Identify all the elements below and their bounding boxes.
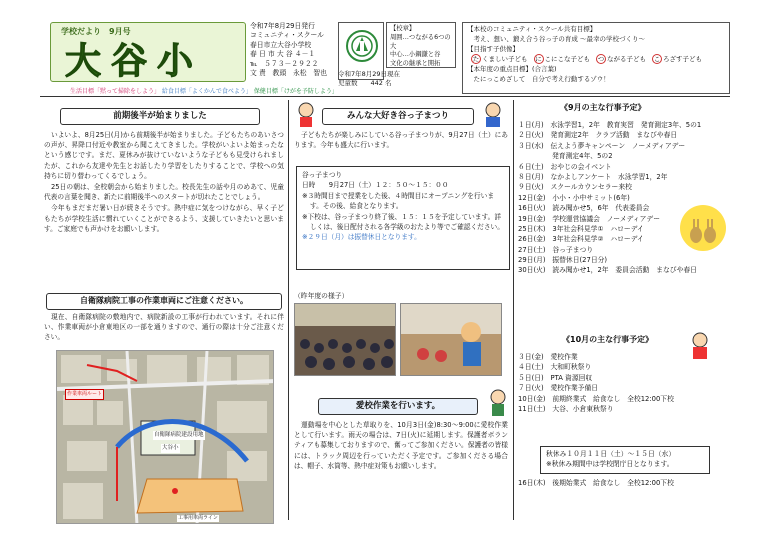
rabbit-icon [680, 205, 726, 251]
ideal-child-list [467, 54, 725, 65]
cs-goal-heading: 【本校のコミュニティ・スクール共有目標】 [467, 25, 597, 33]
monthly-goals [70, 88, 338, 96]
schedule-row: 16日(火) 読み聞かせ5，6年 代表委員会 [518, 204, 650, 213]
paragraph: 現在、自衛隊病院の敷地内で、病院新設の工事が行われています。それに伴い、作業車両が小倉東地区の一部を通りますので、通行の際は十分ご注意ください。 [44, 313, 284, 342]
ideal-child-text: くましい子ども [482, 55, 528, 64]
ideal-child-text: ろざす子ども [663, 55, 702, 64]
paragraph: 今年もまだまだ暑い日が続きそうです。熱中症に気をつけながら、早く子どもたちが学校生活に慣れていくことができるよう、支援していきたいと思います。ご家庭でも声かけをお願いします。 [44, 204, 284, 233]
emblem-desc-line: 文化の継承と開拓 [390, 60, 441, 68]
festival-details-box [296, 166, 510, 270]
section-heading-term-start: 前期後半が始まりました [60, 108, 260, 125]
section-body-cleanup [294, 420, 508, 472]
ideal-child-item [652, 55, 702, 63]
life-goal: 生活目標「黙って掃除をしよう」 [70, 88, 162, 95]
school-info-line: ℡ ５７３－２９２２ [250, 59, 319, 68]
initial-circle: に [535, 55, 542, 64]
paragraph: 運動場を中心とした草取りを、10月3日(金)8:30～9:00に愛校作業として行います。雨天の場合は、7日(火)に延期します。保護者ボランティアも募集しておりますので、奮ってご参加ください。保護者の皆様には、トラック周辺を行っていただく予定です。ご参加くださる場合は、帽子、水筒等、熱中症対策もお願いします。 [294, 421, 508, 470]
sept-schedule-heading: 《9月の主な行事予定》 [560, 103, 646, 112]
map-label-route: 作業車両ルート [65, 389, 104, 400]
section-body-construction [44, 312, 284, 344]
autumn-break-box [540, 446, 710, 474]
schedule-row: 27日(土) 谷っ子まつり [518, 245, 594, 254]
schedule-row: 29日(月) 振替休日(27日分) [518, 256, 608, 265]
ideal-child-heading: 【目指す子供像】 [467, 44, 519, 53]
schedule-row: ２日(火) 発育測定2年 クラブ活動 まなびや春日 [518, 131, 678, 140]
initial-circle: こ [653, 55, 661, 64]
festival-kid-icon [292, 100, 320, 130]
festival-detail-line: 谷っ子まつり [302, 171, 343, 179]
newsletter-title-box [50, 22, 246, 82]
schedule-row: ５日(日) PTA 資源回収 [518, 373, 593, 382]
schedule-row: ７日(火) 愛校作業予備日 [518, 384, 599, 393]
schedule-row: 11日(土) 大谷、小倉東秋祭り [518, 404, 614, 413]
school-info-line: 春日市立大谷小学校 [250, 40, 312, 49]
column-divider [513, 100, 514, 520]
emblem-desc-line: 【校章】 [390, 25, 416, 32]
schedule-row: １日(月) 水泳学習1，2年 教育実習 発育測定3年、5の1 [518, 121, 702, 129]
school-info-line: 令和7年8月29日発行 [250, 22, 315, 30]
ideal-child-item [534, 55, 591, 63]
school-goals-box [462, 22, 730, 94]
emblem-desc-line: 周囲…つながる6つの大 [390, 33, 451, 50]
festival-drum-icon [478, 100, 508, 130]
schedule-row: ９日(火) スクールカウンセラー来校 [518, 183, 632, 192]
ideal-child-item [471, 55, 528, 63]
health-goal: 保健目標「けがを予防しよう」 [253, 88, 338, 95]
newsletter-subtitle: 学校だより 9月号 [61, 27, 131, 36]
photos-caption: （昨年度の様子） [294, 292, 349, 300]
column-divider [288, 100, 289, 520]
paragraph: 子どもたちが楽しみにしている谷っ子まつりが、9月27日（土）にあります。今年も盛大に行います。 [294, 131, 508, 150]
festival-photos [294, 303, 502, 376]
newsletter-title: 大谷小 [65, 40, 204, 82]
schedule-row: ３日(金) 愛校作業 [518, 353, 578, 361]
map-label-hospital: 自衛隊病院建設用地 [153, 431, 205, 440]
cs-goal-text: 考え、想い、鍛え合う谷っ子の育成 〜最幸の学校づくり〜 [467, 34, 645, 43]
schedule-row: ４日(土) 大和町秋祭り [518, 363, 592, 372]
school-info [250, 22, 338, 78]
school-info-line: コミュニティ・スクール [250, 31, 324, 40]
schedule-row: ８日(月) なかよしアンケート 水泳学習1，2年 [518, 172, 668, 181]
initial-circle: つ [597, 55, 605, 64]
sept-schedule-list [518, 120, 701, 276]
festival-photo-2 [400, 303, 502, 376]
autumn-break-line: 秋休み１０月１１日（土）～１５日（水） [546, 450, 676, 458]
ideal-child-text: こにこな子ども [544, 55, 590, 64]
emblem-desc-line: 中心…小鋼鎌と谷 [390, 51, 441, 59]
schedule-row: 25日(木) 3年社会科見学① ハローデイ [518, 224, 644, 233]
header-divider [40, 96, 730, 97]
festival-detail-line: 日時 9月27日（土）１２：５０～１５：００ [302, 181, 449, 190]
paragraph: 25日の朝は、全校朝会から始まりました。校長先生の話や月のめあて、児童代表の言葉を聞き、新たに前期後半へのスタートが切れたことでしょう。 [44, 182, 284, 202]
schedule-row: 26日(金) 3年社会科見学② ハローデイ [518, 235, 644, 244]
moon-rabbit-illustration [680, 205, 726, 251]
section-heading-construction: 自衛隊病院工事の作業車両にご注意ください。 [46, 293, 282, 310]
festival-detail-line: ※３時間目まで授業をした後、４時間目にオープニングを行います。その後、給食となります。 [302, 191, 495, 211]
oct-schedule-last: 16日(木) 後期始業式 給食なし 全校12:00下校 [518, 479, 674, 487]
autumn-break-line: ※秋休み期間中は学校閉庁日となります。 [546, 460, 674, 469]
schedule-row: 19日(金) 学校運営協議会 ノーメディアデー [518, 214, 661, 223]
schedule-row: 10日(金) 前期終業式 給食なし 全校12:00下校 [518, 394, 674, 403]
focus-goal-text: たにっこめざして 自分で考え行動するゾウ！ [467, 74, 610, 83]
enrollment-line: 令和7年8月29日現在 [338, 70, 401, 78]
festival-photo-1 [294, 303, 396, 376]
enrollment-info [338, 70, 462, 88]
school-info-line: 春 日 市 大 谷 ４－１ [250, 50, 316, 59]
map-label-school: 大谷小 [161, 444, 180, 453]
schedule-row: 12日(金) 小小・小中サミット(6年) [518, 193, 630, 202]
schedule-row: ６日(土) おやじの会イベント [518, 162, 612, 171]
section-heading-cleanup: 愛校作業を行います。 [318, 398, 478, 415]
emblem-description [386, 22, 456, 68]
oct-schedule-list [518, 352, 674, 414]
ideal-child-text: ながる子ども [607, 55, 646, 64]
initial-circle: た [472, 55, 480, 64]
cleanup-kid-icon [486, 388, 510, 418]
section-body-festival [294, 130, 508, 151]
construction-route-map [56, 350, 274, 524]
festival-detail-line: ※２９日（月）は振替休日となります。 [302, 233, 421, 242]
festival-detail-line: ※下校は、谷っ子まつり終了後、１５：１５を予定しています。詳しくは、後日配付される各学級のおたより等でご確認ください。 [302, 212, 504, 231]
section-body-term-start [44, 130, 284, 235]
school-info-line: 文 責 教頭 永松 智也 [250, 68, 327, 77]
paragraph: いよいよ、8月25日(月)から前期後半が始まりました。子どもたちのあいさつの声が、昇降口付近や教室から聞こえてきました。学校がいよいよ始まったなという感じです。まだ、夏休みが抜けていないような子どもも見受けられましたが、これから友達や先生とお話したり学習をしたりすることで、学校への気持ちに切り替わってくるでしょう。 [44, 131, 284, 180]
map-label-line: 工事用車両ライン [178, 515, 218, 521]
schedule-row: ３日(水) 伝えよう夢キャンペーン ノーメディアデー [518, 141, 686, 150]
emblem-icon [345, 29, 379, 63]
ideal-child-item [596, 55, 646, 63]
enrollment-line: 児童数 442 名 [338, 79, 392, 88]
lunch-goal: 給食目標「よくかんで食べよう」 [161, 88, 254, 95]
focus-goal-heading: 【本年度の重点目標】(合言葉) [467, 65, 557, 73]
schedule-row: 30日(火) 読み聞かせ1，2年 委員会活動 まなびや春日 [518, 266, 697, 275]
sports-kid-icon [682, 330, 718, 366]
schedule-row: 発育測定4年、5の2 [518, 152, 613, 161]
section-heading-festival: みんな大好き谷っ子まつり [322, 108, 474, 125]
oct-schedule-heading: 《10月の主な行事予定》 [562, 335, 654, 344]
